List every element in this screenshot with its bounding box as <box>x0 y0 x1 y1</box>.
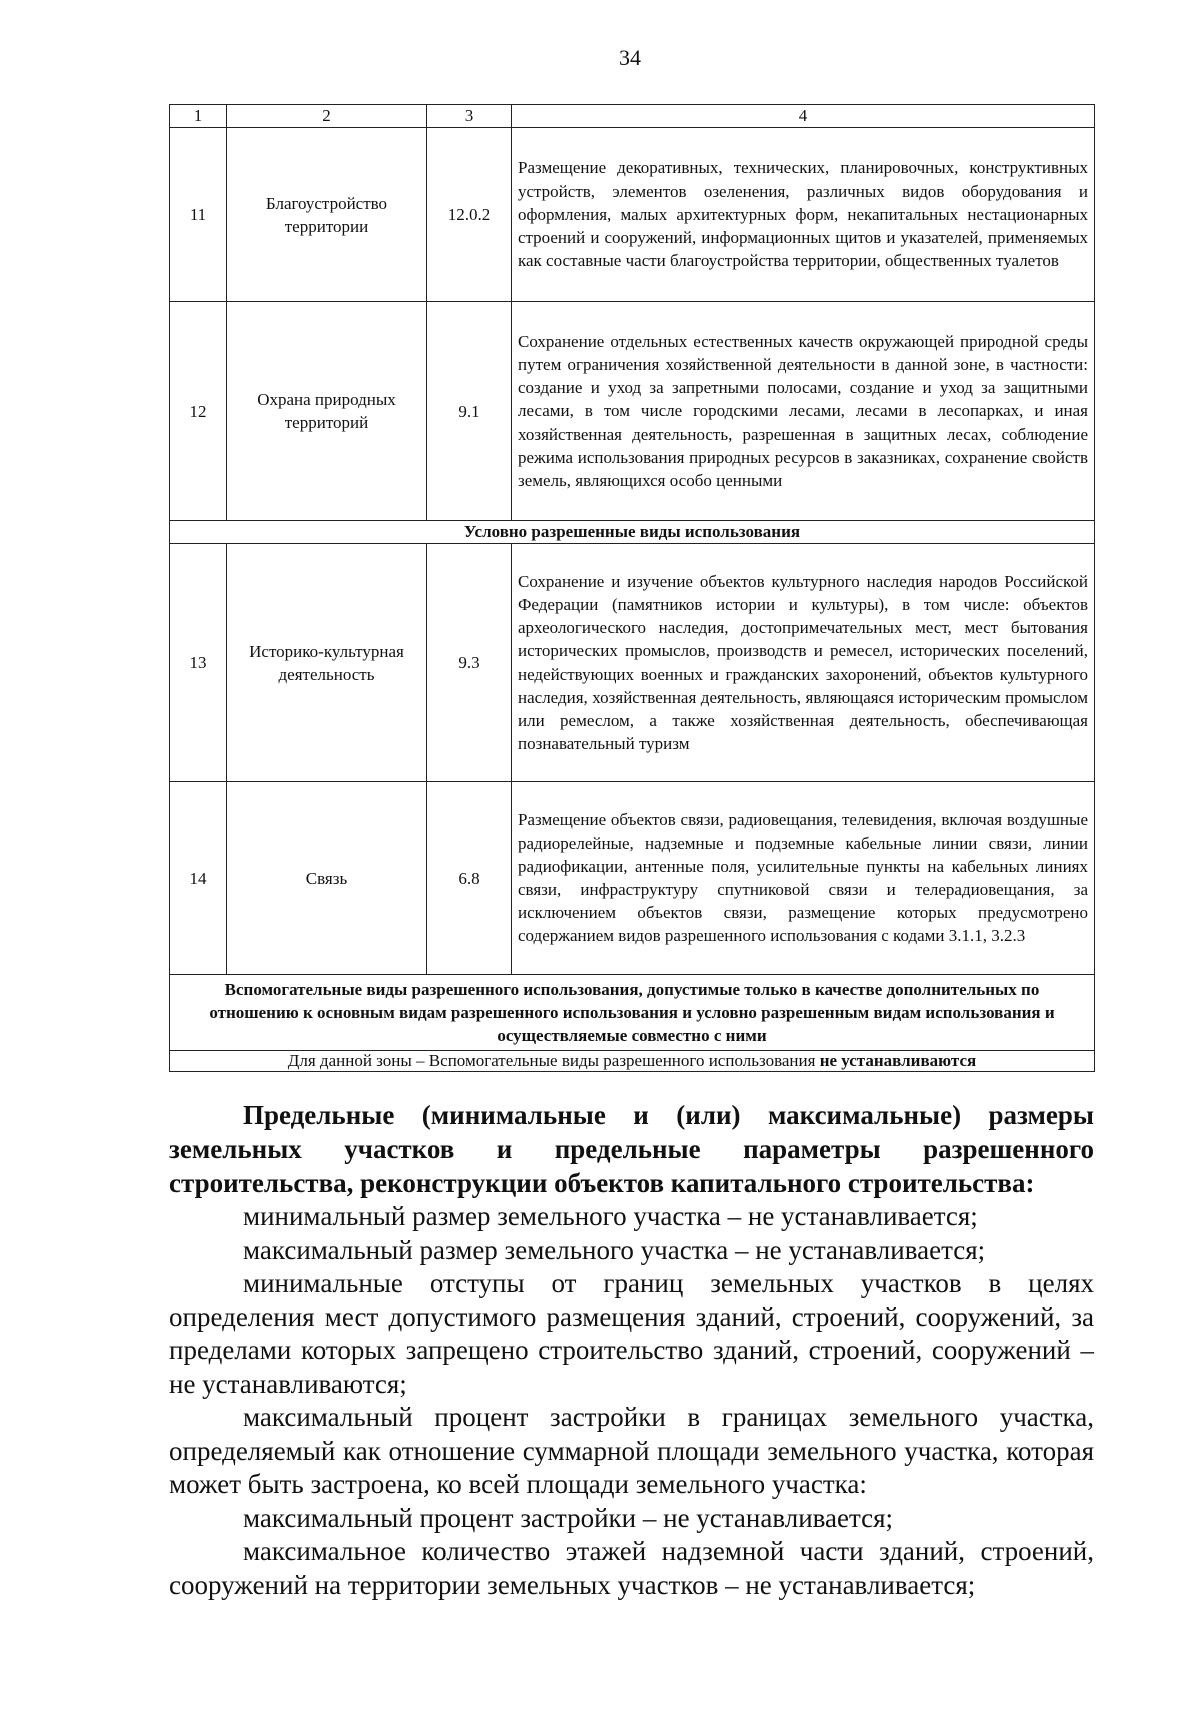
use-type-code: 9.1 <box>427 302 512 521</box>
use-type-code: 6.8 <box>427 782 512 975</box>
table-row <box>170 782 1095 975</box>
section-heading: Предельные (минимальные и (или) максимальные) размеры земельных участков и предельные параметры разрешенного строительства, реконструкции объектов капитального строительства: <box>169 1100 1094 1198</box>
column-header: 4 <box>512 105 1095 128</box>
paragraph: минимальные отступы от границ земельных участков в целях определения мест допустимого размещения зданий, строений, сооружений, за пределами которых запрещено строительство зданий, строений, сооружений – не устанавливаются; <box>169 1268 1094 1399</box>
row-number: 12 <box>170 302 227 521</box>
use-type-description: Размещение объектов связи, радиовещания, телевидения, включая воздушные радиорелейные, надземные и подземные кабельные линии связи, линии радиофикации, антенные поля, усилительные пункты на кабельных линиях связи, инфраструктуру спутниковой связи и телерадиовещания, за исключением объектов связи, размещение которых предусмотрено содержанием видов разрешенного использования с кодами 3.1.1, 3.2.3 <box>512 782 1095 975</box>
table-note-emphasis: не устанавливаются <box>819 1051 977 1070</box>
use-type-name: Охрана природных территорий <box>227 302 427 521</box>
table-note <box>170 1051 1095 1072</box>
paragraph: максимальное количество этажей надземной части зданий, строений, сооружений на территории земельных участков – не устанавливается; <box>169 1536 1094 1600</box>
paragraph: максимальный размер земельного участка – не устанавливается; <box>243 1234 986 1265</box>
table-row <box>170 302 1095 521</box>
use-type-description: Размещение декоративных, технических, планировочных, конструктивных устройств, элементов озеленения, различных видов оборудования и оформления, малых архитектурных форм, некапитальных нестационарных строений и сооружений, информационных щитов и указателей, применяемых как составные части благоустройства территории, общественных туалетов <box>512 128 1095 302</box>
section-header-row <box>170 521 1095 544</box>
row-number: 14 <box>170 782 227 975</box>
column-header: 1 <box>170 105 227 128</box>
column-header: 2 <box>227 105 427 128</box>
use-type-code: 9.3 <box>427 544 512 782</box>
section-conditional-title: Условно разрешенные виды использования <box>170 521 1095 544</box>
use-type-name: Историко-культурная деятельность <box>227 544 427 782</box>
row-number: 11 <box>170 128 227 302</box>
table-note-row <box>170 1051 1095 1072</box>
use-type-description: Сохранение отдельных естественных качеств окружающей природной среды путем ограничения хозяйственной деятельности в данной зоне, в частности: создание и уход за запретными полосами, создание и уход за защитными лесами, в том числе городскими лесами, лесами в лесопарках, и иная хозяйственная деятельность, разрешенная в защитных лесах, соблюдение режима использования природных ресурсов в заказниках, сохранение свойств земель, являющихся особо ценными <box>512 302 1095 521</box>
table-header-row <box>170 105 1095 128</box>
auxiliary-section-row <box>170 975 1095 1051</box>
use-type-name: Связь <box>227 782 427 975</box>
use-type-description: Сохранение и изучение объектов культурного наследия народов Российской Федерации (памятников истории и культуры), в том числе: объектов археологического наследия, достопримечательных мест, мест бытования исторических промыслов, производств и ремесел, исторических поселений, недействующих военных и гражданских захоронений, объектов культурного наследия, хозяйственная деятельность, являющаяся историческим промыслом или ремеслом, а также хозяйственная деятельность, обеспечивающая познавательный туризм <box>512 544 1095 782</box>
table-note-text: Для данной зоны – Вспомогательные виды разрешенного использования <box>287 1051 816 1070</box>
paragraph: максимальный процент застройки – не устанавливается; <box>243 1502 894 1533</box>
section-auxiliary-title: Вспомогательные виды разрешенного использования, допустимые только в качестве дополнительных по отношению к основным видам разрешенного использования и условно разрешенным видам использования и осуществляемые совместно с ними <box>170 975 1095 1051</box>
page-number: 34 <box>619 45 641 70</box>
table-row <box>170 544 1095 782</box>
use-type-code: 12.0.2 <box>427 128 512 302</box>
land-use-table <box>169 104 1095 1072</box>
column-header: 3 <box>427 105 512 128</box>
plot-parameters-section <box>169 1098 1094 1602</box>
paragraph: максимальный процент застройки в границах земельного участка, определяемый как отношение суммарной площади земельного участка, которая может быть застроена, ко всей площади земельного участка: <box>169 1402 1094 1499</box>
use-type-name: Благоустройство территории <box>227 128 427 302</box>
table-row <box>170 128 1095 302</box>
paragraph: минимальный размер земельного участка – не устанавливается; <box>243 1201 978 1231</box>
row-number: 13 <box>170 544 227 782</box>
